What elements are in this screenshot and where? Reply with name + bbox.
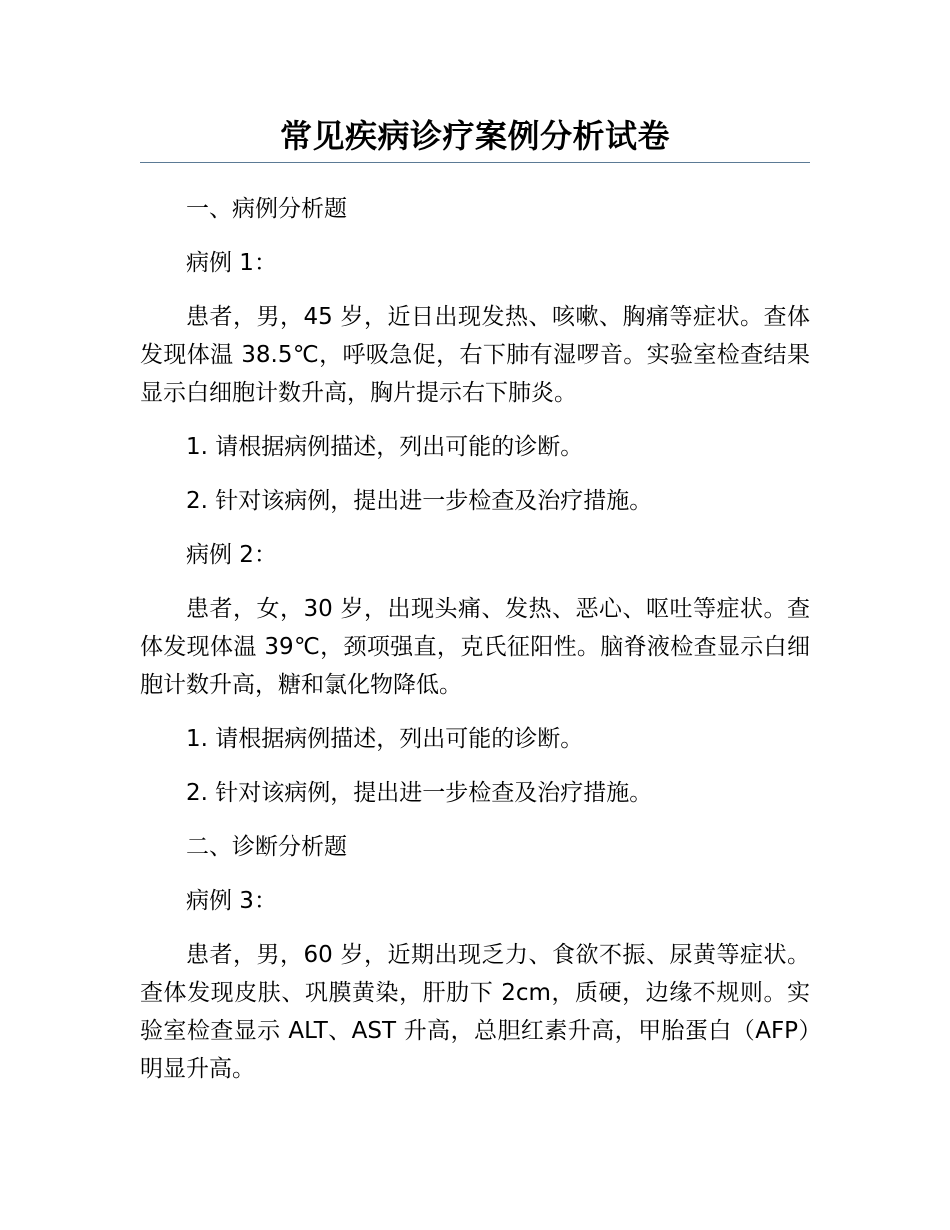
case-3-description: 患者，男，60 岁，近期出现乏力、食欲不振、尿黄等症状。查体发现皮肤、巩膜黄染，肝肋下 2cm，质硬，边缘不规则。实验室检查显示 ALT、AST 升高，总胆红素升高，甲胎蛋白（AFP）明显升高。 [140,942,810,1082]
case-1-label: 病例 1： [186,250,277,276]
section-heading-2: 二、诊断分析题 [186,834,347,860]
case-2-question-1: 1. 请根据病例描述，列出可能的诊断。 [186,726,584,752]
case-1-description: 患者，男，45 岁，近日出现发热、咳嗽、胸痛等症状。查体发现体温 38.5℃，呼吸急促，右下肺有湿啰音。实验室检查结果显示白细胞计数升高，胸片提示右下肺炎。 [140,304,810,406]
document-title: 常见疾病诊疗案例分析试卷 [279,117,670,155]
case-1-question-1: 1. 请根据病例描述，列出可能的诊断。 [186,434,584,460]
case-1-question-2: 2. 针对该病例，提出进一步检查及治疗措施。 [186,488,653,514]
document-body [140,190,810,1104]
document-page [140,0,810,1230]
section-heading-1: 一、病例分析题 [186,196,347,222]
case-2-question-2: 2. 针对该病例，提出进一步检查及治疗措施。 [186,780,653,806]
case-2-label: 病例 2： [186,542,277,568]
case-2-description: 患者，女，30 岁，出现头痛、发热、恶心、呕吐等症状。查体发现体温 39℃，颈项强直，克氏征阳性。脑脊液检查显示白细胞计数升高，糖和氯化物降低。 [140,596,810,698]
case-3-label: 病例 3： [186,888,277,914]
title-divider [140,162,810,163]
